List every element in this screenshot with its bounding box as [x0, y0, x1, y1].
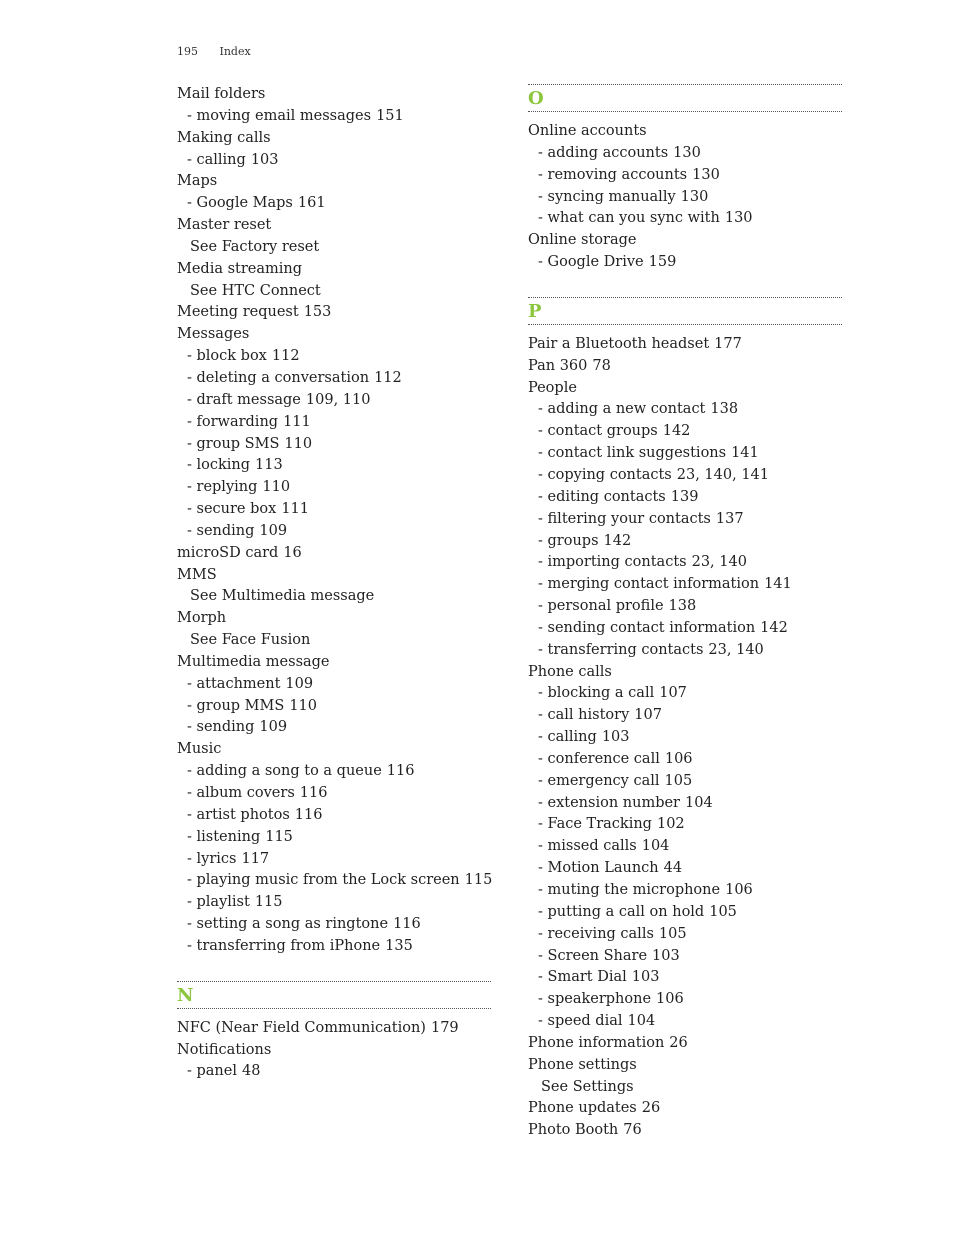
index-term: - importing contacts: [538, 554, 687, 571]
index-term: - Smart Dial: [538, 969, 627, 986]
index-subentry: [177, 106, 491, 128]
index-entry: [177, 1040, 491, 1062]
index-term: - calling: [187, 151, 246, 168]
index-page-refs: 23, 140: [691, 554, 747, 571]
index-subentry: [528, 252, 842, 274]
index-term: See Face Fusion: [190, 632, 311, 649]
index-page-refs: 76: [623, 1122, 642, 1139]
index-see-reference: [177, 586, 491, 608]
index-term: - sending: [187, 522, 255, 539]
index-subentry: [528, 165, 842, 187]
index-subentry: [528, 487, 842, 509]
index-subentry: [528, 880, 842, 902]
index-term: Mail folders: [177, 86, 266, 102]
index-page-refs: 109, 110: [305, 391, 371, 408]
index-subentry: [177, 761, 491, 783]
index-term: - artist photos: [187, 806, 290, 823]
index-term: - adding accounts: [538, 144, 669, 161]
index-page-refs: 179: [430, 1019, 459, 1036]
index-page-refs: 103: [652, 947, 680, 964]
index-term: See Multimedia message: [190, 588, 375, 605]
section-divider-o: [528, 84, 842, 112]
index-entry: [177, 324, 491, 346]
index-subentry: [528, 1011, 842, 1033]
index-term: See HTC Connect: [190, 282, 321, 299]
index-see-reference: [177, 630, 491, 652]
index-page-refs: 161: [297, 195, 326, 212]
index-group-p: [528, 334, 842, 1142]
section-divider-n: [177, 981, 491, 1009]
index-subentry: [528, 705, 842, 727]
index-term: - playing music from the Lock screen: [187, 872, 460, 889]
index-page-refs: 112: [271, 348, 300, 365]
index-column-right: [528, 84, 842, 1142]
index-page-refs: 103: [601, 729, 630, 746]
index-page-refs: 104: [627, 1013, 656, 1030]
index-subentry: [177, 914, 491, 936]
index-entry: [177, 1018, 491, 1040]
index-page-refs: 116: [294, 806, 323, 823]
index-page-refs: 104: [641, 838, 670, 855]
index-term: - emergency call: [538, 772, 660, 789]
index-page-refs: 159: [648, 254, 677, 271]
index-entry: [528, 1055, 842, 1077]
index-term: Messages: [177, 326, 250, 343]
page-number: 195: [177, 45, 198, 58]
index-term: microSD card: [177, 544, 279, 561]
index-page-refs: 107: [634, 707, 662, 724]
index-subentry: [177, 521, 491, 543]
index-term: Making calls: [177, 129, 271, 146]
index-term: - receiving calls: [538, 925, 654, 942]
index-term: Media streaming: [177, 260, 303, 277]
index-subentry: [528, 531, 842, 553]
index-page-refs: 107: [659, 685, 687, 702]
index-page-refs: 113: [255, 457, 283, 474]
index-page-refs: 130: [724, 210, 753, 227]
index-subentry: [177, 717, 491, 739]
index-subentry: [528, 749, 842, 771]
index-term: - group MMS: [187, 697, 285, 714]
index-subentry: [177, 150, 491, 172]
index-subentry: [177, 455, 491, 477]
index-term: - merging contact information: [538, 576, 760, 593]
index-entry: [528, 1033, 842, 1055]
index-term: - transferring contacts: [538, 641, 704, 658]
index-term: - block box: [187, 348, 267, 365]
index-term: - draft message: [187, 391, 301, 408]
index-term: Meeting request: [177, 304, 299, 321]
index-term: Pair a Bluetooth headset: [528, 335, 710, 352]
index-subentry: [177, 827, 491, 849]
index-term: People: [528, 379, 577, 396]
index-subentry: [528, 989, 842, 1011]
index-term: - sending contact information: [538, 619, 756, 636]
index-page-refs: 78: [592, 357, 611, 374]
index-see-reference: [177, 237, 491, 259]
index-term: - filtering your contacts: [538, 510, 711, 527]
index-group-m: [177, 84, 491, 958]
index-term: Multimedia message: [177, 653, 330, 670]
index-term: - sending: [187, 719, 255, 736]
index-entry: [177, 543, 491, 565]
index-term: - removing accounts: [538, 166, 688, 183]
index-term: - contact groups: [538, 423, 658, 440]
index-term: Maps: [177, 173, 218, 190]
index-page-refs: 110: [289, 697, 317, 714]
index-page-refs: 109: [259, 522, 288, 539]
index-entry: [177, 302, 491, 324]
index-subentry: [528, 946, 842, 968]
index-subentry: [177, 412, 491, 434]
index-term: - calling: [538, 729, 597, 746]
index-term: - panel: [187, 1063, 237, 1080]
index-entry: [177, 259, 491, 281]
index-subentry: [528, 836, 842, 858]
index-see-reference: [177, 281, 491, 303]
index-entry: [177, 128, 491, 150]
index-subentry: [528, 771, 842, 793]
index-page-refs: 111: [283, 413, 311, 430]
index-subentry: [528, 443, 842, 465]
index-subentry: [528, 208, 842, 230]
index-term: See Factory reset: [190, 238, 320, 255]
index-page-refs: 16: [283, 544, 302, 561]
index-entry: [528, 356, 842, 378]
index-term: Phone calls: [528, 663, 612, 680]
index-subentry: [528, 727, 842, 749]
index-subentry: [528, 793, 842, 815]
index-term: - lyrics: [187, 850, 237, 867]
index-page-refs: 44: [663, 860, 683, 877]
index-page-refs: 106: [656, 991, 684, 1008]
index-subentry: [528, 814, 842, 836]
index-page-refs: 177: [714, 335, 742, 352]
index-term: Master reset: [177, 217, 272, 234]
index-subentry: [528, 399, 842, 421]
index-term: - Screen Share: [538, 947, 648, 964]
index-subentry: [528, 683, 842, 705]
index-term: - speed dial: [538, 1013, 623, 1030]
index-subentry: [177, 193, 491, 215]
index-term: - deleting a conversation: [187, 369, 370, 386]
index-entry: [177, 739, 491, 761]
header-section-title: Index: [219, 45, 251, 58]
page-header: [177, 45, 251, 58]
index-subentry: [528, 465, 842, 487]
index-column-left: [177, 84, 491, 1083]
index-term: Online storage: [528, 232, 637, 249]
index-page-refs: 104: [685, 794, 713, 811]
index-page-refs: 138: [710, 401, 739, 418]
index-subentry: [528, 552, 842, 574]
index-page-refs: 106: [664, 750, 693, 767]
index-page-refs: 142: [760, 619, 788, 636]
index-term: - call history: [538, 707, 630, 724]
index-term: Morph: [177, 610, 227, 627]
index-term: - muting the microphone: [538, 882, 721, 898]
index-subentry: [177, 696, 491, 718]
index-group-n: [177, 1018, 491, 1084]
index-page-refs: 111: [281, 501, 309, 518]
index-entry: [177, 84, 491, 106]
index-term: - playlist: [187, 894, 250, 911]
index-subentry: [528, 967, 842, 989]
index-entry: [177, 652, 491, 674]
index-page-refs: 130: [692, 166, 720, 183]
index-page-refs: 102: [656, 816, 685, 833]
index-subentry: [177, 849, 491, 871]
index-subentry: [177, 434, 491, 456]
index-page-refs: 135: [385, 937, 413, 954]
index-page-refs: 105: [664, 772, 693, 789]
index-page-refs: 137: [715, 510, 744, 527]
index-page-refs: 105: [709, 903, 737, 920]
index-subentry: [528, 902, 842, 924]
index-term: - forwarding: [187, 413, 279, 430]
index-page-refs: 109: [285, 675, 314, 692]
index-term: NFC (Near Field Communication): [177, 1019, 426, 1036]
index-term: - moving email messages: [187, 107, 372, 124]
section-letter-n: N: [177, 984, 194, 1006]
index-term: - putting a call on hold: [538, 903, 705, 920]
index-term: - personal profile: [538, 598, 664, 615]
index-page-refs: 105: [658, 925, 687, 942]
index-subentry: [528, 618, 842, 640]
index-subentry: [528, 143, 842, 165]
index-subentry: [177, 674, 491, 696]
index-term: - Google Drive: [538, 254, 644, 271]
index-page-refs: 23, 140, 141: [676, 466, 769, 483]
index-term: - setting a song as ringtone: [187, 916, 389, 933]
index-term: - adding a new contact: [538, 401, 706, 418]
index-term: - groups: [538, 532, 599, 549]
index-page-refs: 26: [669, 1034, 688, 1051]
index-entry: [528, 121, 842, 143]
index-term: Phone information: [528, 1034, 665, 1051]
index-term: - group SMS: [187, 435, 280, 452]
index-term: See Settings: [541, 1078, 634, 1095]
index-page-refs: 130: [680, 188, 709, 205]
index-term: - listening: [187, 828, 261, 845]
index-subentry: [177, 1061, 491, 1083]
index-term: - editing contacts: [538, 488, 666, 505]
index-page-refs: 109: [259, 719, 288, 736]
index-page-refs: 116: [299, 785, 328, 801]
index-page-refs: 141: [731, 445, 759, 462]
index-subentry: [177, 346, 491, 368]
index-subentry: [177, 892, 491, 914]
index-term: - speakerphone: [538, 991, 652, 1008]
index-page-refs: 115: [265, 828, 293, 845]
index-page-refs: 48: [242, 1063, 261, 1080]
index-term: - replying: [187, 479, 258, 496]
index-page-refs: 23, 140: [708, 641, 764, 658]
index-entry: [528, 378, 842, 400]
index-page-refs: 142: [603, 532, 632, 549]
index-subentry: [177, 390, 491, 412]
index-term: - extension number: [538, 794, 680, 811]
index-term: - transferring from iPhone: [187, 937, 381, 954]
index-entry: [177, 215, 491, 237]
index-page-refs: 117: [241, 850, 270, 867]
index-page-refs: 110: [284, 435, 313, 452]
index-subentry: [528, 187, 842, 209]
index-subentry: [528, 596, 842, 618]
index-page-refs: 106: [725, 882, 753, 898]
index-page-refs: 142: [662, 423, 691, 440]
index-entry: [528, 1120, 842, 1142]
index-term: MMS: [177, 566, 217, 583]
index-page-refs: 138: [668, 598, 697, 615]
index-subentry: [177, 936, 491, 958]
index-term: - blocking a call: [538, 685, 655, 702]
index-page-refs: 103: [250, 151, 279, 168]
index-subentry: [177, 499, 491, 521]
index-entry: [177, 565, 491, 587]
index-group-o: [528, 121, 842, 274]
index-term: Music: [177, 741, 222, 758]
index-entry: [177, 608, 491, 630]
index-page-refs: 116: [386, 763, 415, 780]
index-subentry: [177, 368, 491, 390]
index-entry: [528, 1098, 842, 1120]
index-subentry: [528, 421, 842, 443]
index-page-refs: 110: [262, 479, 291, 496]
index-page-refs: 153: [303, 304, 332, 321]
index-term: Pan 360: [528, 357, 588, 374]
index-term: - missed calls: [538, 838, 637, 855]
index-term: Online accounts: [528, 123, 647, 139]
index-page-refs: 115: [254, 894, 283, 911]
index-term: Phone settings: [528, 1056, 637, 1073]
index-page-refs: 115: [464, 872, 493, 889]
index-term: - attachment: [187, 675, 281, 692]
index-subentry: [528, 858, 842, 880]
index-subentry: [177, 805, 491, 827]
index-term: - Motion Launch: [538, 860, 659, 877]
section-letter-o: O: [528, 88, 544, 109]
index-term: - syncing manually: [538, 188, 676, 205]
index-term: - locking: [187, 457, 251, 474]
index-subentry: [177, 783, 491, 805]
index-term: - what can you sync with: [538, 210, 720, 227]
index-subentry: [528, 924, 842, 946]
index-term: - conference call: [538, 750, 660, 767]
index-term: - Face Tracking: [538, 816, 652, 833]
section-letter-p: P: [528, 300, 542, 322]
index-entry: [528, 230, 842, 252]
index-term: - copying contacts: [538, 466, 672, 483]
index-page-refs: 141: [764, 576, 792, 593]
index-page-refs: 112: [374, 369, 402, 386]
section-divider-p: [528, 297, 842, 325]
index-term: - Google Maps: [187, 195, 293, 212]
index-subentry: [528, 509, 842, 531]
index-page-refs: 26: [641, 1100, 661, 1117]
index-see-reference: [528, 1077, 842, 1099]
index-page-refs: 151: [376, 107, 404, 124]
index-page-refs: 130: [673, 144, 701, 161]
index-term: Notifications: [177, 1041, 272, 1058]
index-subentry: [528, 640, 842, 662]
index-entry: [177, 171, 491, 193]
index-subentry: [177, 477, 491, 499]
index-subentry: [177, 870, 491, 892]
index-term: - secure box: [187, 501, 277, 518]
index-subentry: [528, 574, 842, 596]
index-term: - contact link suggestions: [538, 445, 727, 462]
index-term: - album covers: [187, 785, 295, 801]
index-entry: [528, 662, 842, 684]
index-page-refs: 116: [393, 916, 421, 933]
index-page-refs: 139: [670, 488, 699, 505]
index-page-refs: 103: [631, 969, 660, 986]
index-term: Phone updates: [528, 1100, 637, 1117]
index-entry: [528, 334, 842, 356]
index-term: - adding a song to a queue: [187, 763, 382, 780]
index-term: Photo Booth: [528, 1122, 619, 1139]
